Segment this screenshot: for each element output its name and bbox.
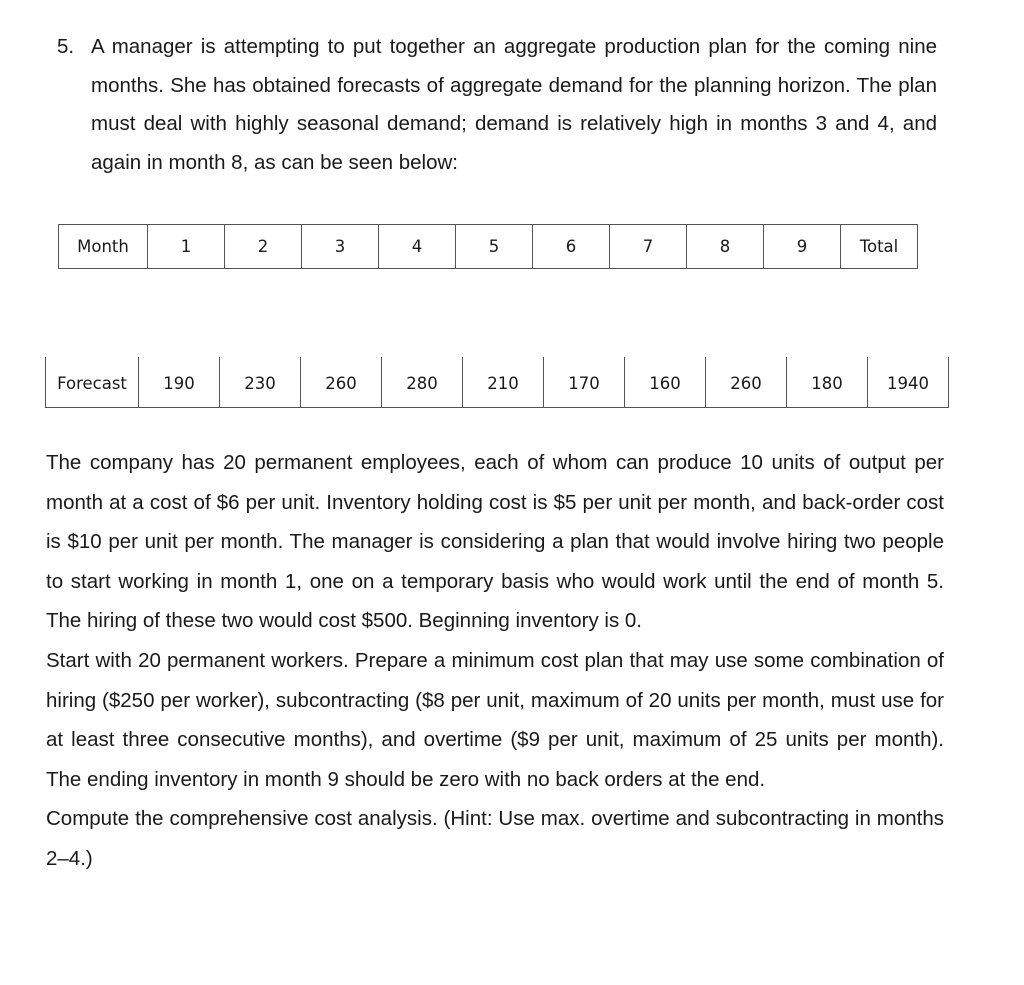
month-cell: 6 — [533, 225, 610, 269]
month-cell: 9 — [764, 225, 841, 269]
problem-details — [46, 443, 944, 879]
forecast-cell: 260 — [706, 357, 787, 408]
forecast-label-cell: Forecast — [46, 357, 139, 408]
month-cell: 3 — [302, 225, 379, 269]
month-cell: 7 — [610, 225, 687, 269]
paragraph-plan-instructions: Start with 20 permanent workers. Prepare a minimum cost plan that may use some combination of hiring ($250 per worker), subcontracting ($8 per unit, maximum of 20 units per month, must use for at least three consecutive months), and overtime ($9 per unit, maximum of 25 units per month). The ending inventory in month 9 should be zero with no back orders at the end. — [46, 648, 944, 791]
forecast-cell: 260 — [301, 357, 382, 408]
forecast-table — [45, 357, 949, 408]
month-cell: 4 — [379, 225, 456, 269]
paragraph-company-info: The company has 20 permanent employees, each of whom can produce 10 units of output per month at a cost of $6 per unit. Inventory holding cost is $5 per unit per month, and back-order cost is $10 per unit per month. The manager is considering a plan that would involve hiring two people to start working in month 1, one on a temporary basis who would work until the end of month 5. The hiring of these two would cost $500. Beginning inventory is 0. — [46, 451, 944, 633]
month-row — [59, 225, 918, 269]
problem-statement — [57, 28, 937, 182]
month-cell: 5 — [456, 225, 533, 269]
forecast-cell: 180 — [787, 357, 868, 408]
question-intro: A manager is attempting to put together an aggregate production plan for the coming nine months. She has obtained forecasts of aggregate demand for the planning horizon. The plan must deal with highly seasonal demand; demand is relatively high in months 3 and 4, and again in month 8, as can be seen below: — [91, 35, 937, 174]
forecast-cell: 160 — [625, 357, 706, 408]
month-label-cell: Month — [59, 225, 148, 269]
total-label-cell: Total — [841, 225, 918, 269]
forecast-cell: 190 — [139, 357, 220, 408]
forecast-total-cell: 1940 — [868, 357, 949, 408]
forecast-row — [46, 357, 949, 408]
forecast-cell: 170 — [544, 357, 625, 408]
month-cell: 8 — [687, 225, 764, 269]
paragraph-task: Compute the comprehensive cost analysis. (Hint: Use max. overtime and subcontracting in months 2–4.) — [46, 807, 944, 870]
forecast-cell: 280 — [382, 357, 463, 408]
month-cell: 2 — [225, 225, 302, 269]
month-cell: 1 — [148, 225, 225, 269]
forecast-cell: 210 — [463, 357, 544, 408]
month-table — [58, 224, 918, 269]
forecast-cell: 230 — [220, 357, 301, 408]
question-number: 5. — [57, 35, 75, 58]
